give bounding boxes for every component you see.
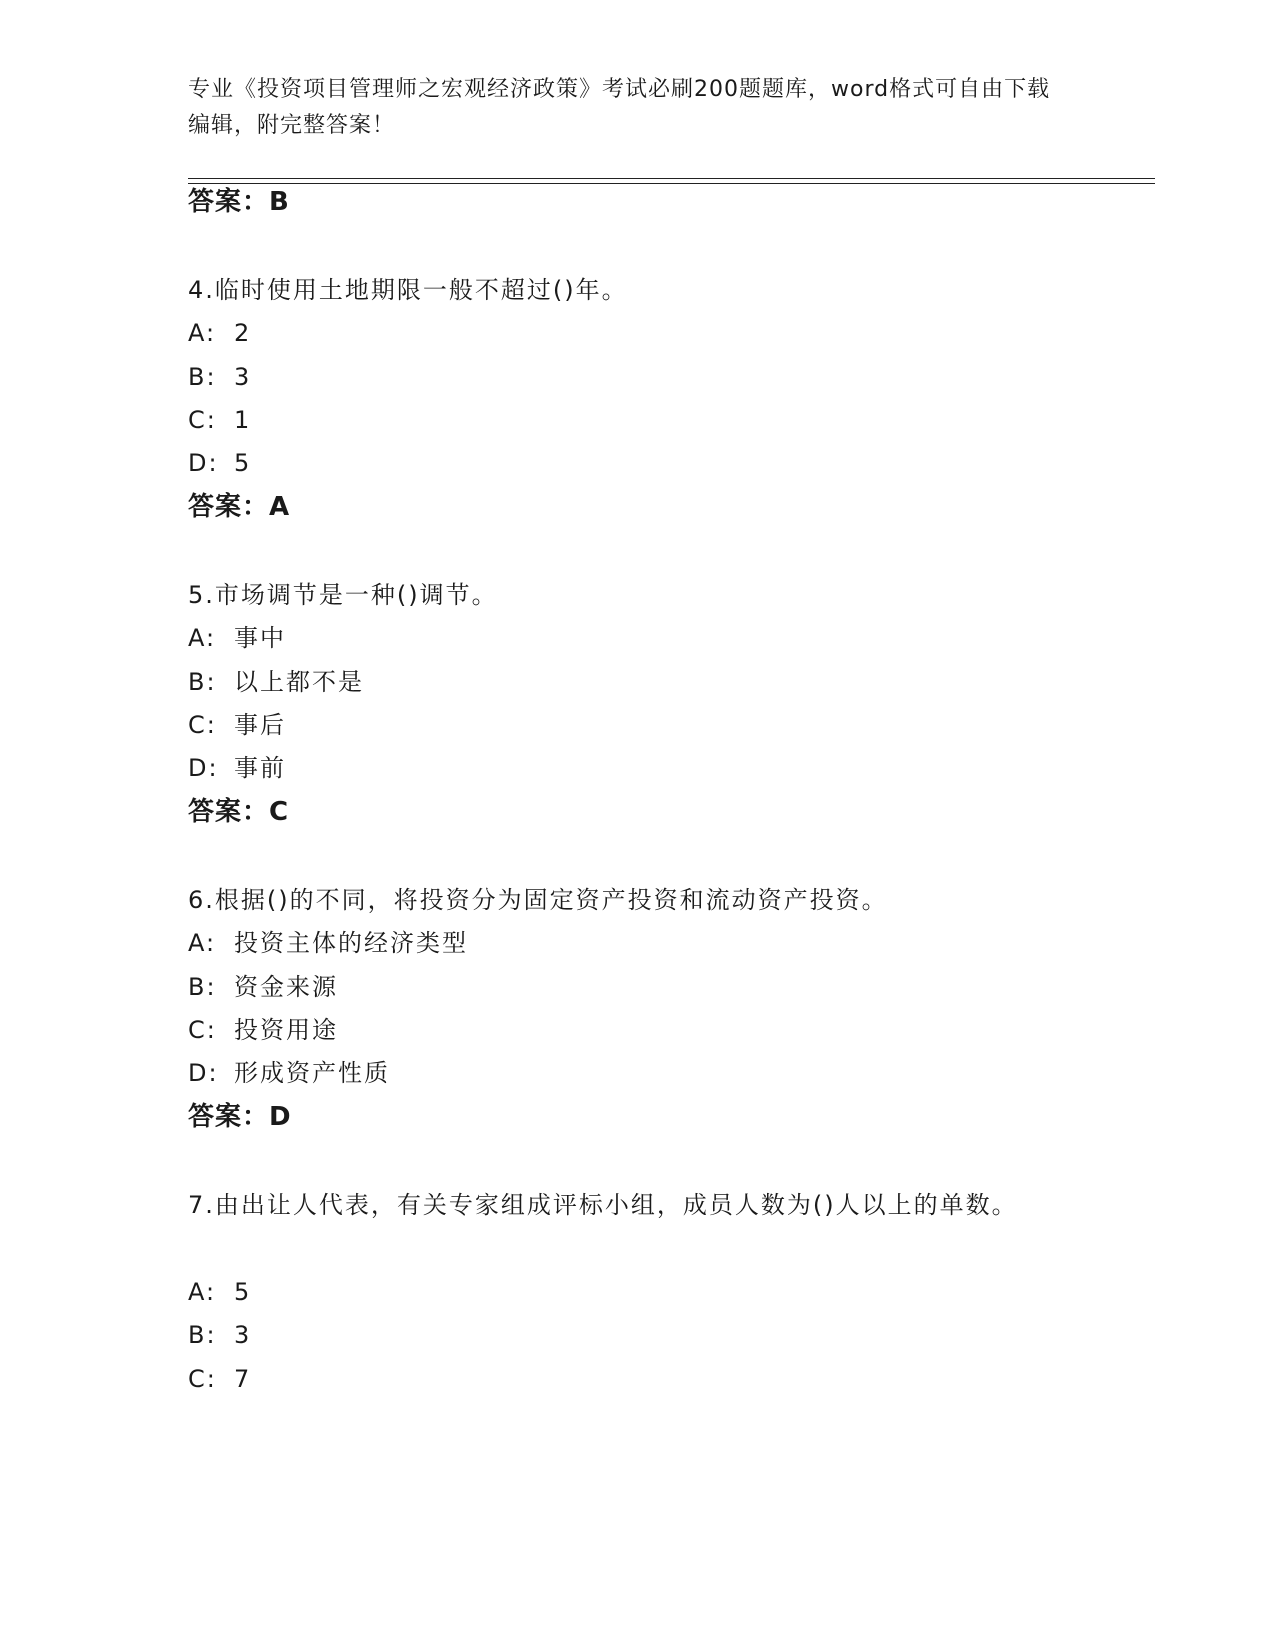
option-text: 投资主体的经济类型	[234, 929, 468, 957]
answer-value: A	[269, 492, 291, 522]
option-d	[188, 1057, 390, 1089]
question-stem: 4.临时使用土地期限一般不超过()年。	[188, 276, 628, 304]
header-note: 专业《投资项目管理师之宏观经济政策》考试必刷200题题库，word格式可自由下载编辑，附完整答案！	[188, 77, 1051, 138]
option-text: 3	[234, 363, 252, 391]
option-key: A:	[188, 319, 217, 347]
option-text: 2	[234, 319, 252, 347]
prev-answer	[188, 186, 290, 218]
answer-line	[188, 1101, 292, 1133]
option-key: D:	[188, 1059, 219, 1087]
option-key: D:	[188, 754, 219, 782]
answer-prefix: 答案：	[188, 797, 270, 827]
answer-value: C	[269, 797, 290, 827]
option-d	[188, 752, 286, 784]
option-b	[188, 361, 251, 393]
option-b	[188, 971, 338, 1003]
option-key: A:	[188, 624, 217, 652]
question-stem: 6.根据()的不同，将投资分为固定资产投资和流动资产投资。	[188, 886, 888, 914]
option-key: C:	[188, 1016, 217, 1044]
option-key: C:	[188, 406, 217, 434]
header-divider-bottom	[188, 183, 1155, 184]
option-text: 1	[234, 406, 252, 434]
option-a	[188, 317, 251, 349]
option-text: 投资用途	[234, 1016, 338, 1044]
option-text: 以上都不是	[234, 668, 364, 696]
option-c	[188, 709, 286, 741]
option-key: B:	[188, 973, 217, 1001]
option-text: 资金来源	[234, 973, 338, 1001]
answer-prefix: 答案：	[188, 187, 270, 217]
answer-line	[188, 796, 289, 828]
option-key: A:	[188, 929, 217, 957]
option-text: 3	[234, 1321, 252, 1349]
answer-prefix: 答案：	[188, 1102, 270, 1132]
option-b	[188, 1319, 251, 1351]
answer-value: B	[269, 187, 290, 217]
question-stem: 7.由出让人代表，有关专家组成评标小组，成员人数为()人以上的单数。	[188, 1191, 1018, 1219]
option-text: 事前	[234, 754, 286, 782]
question-stem: 5.市场调节是一种()调节。	[188, 581, 498, 609]
option-key: B:	[188, 1321, 217, 1349]
option-a	[188, 1276, 251, 1308]
option-text: 5	[234, 449, 252, 477]
option-key: C:	[188, 711, 217, 739]
option-text: 事中	[234, 624, 286, 652]
option-a	[188, 927, 468, 959]
option-c	[188, 1014, 338, 1046]
option-key: D:	[188, 449, 219, 477]
option-key: A:	[188, 1278, 217, 1306]
option-text: 事后	[234, 711, 286, 739]
option-c	[188, 404, 251, 436]
answer-prefix: 答案：	[188, 492, 270, 522]
option-text: 7	[234, 1365, 252, 1393]
option-c	[188, 1363, 251, 1395]
answer-value: D	[269, 1102, 292, 1132]
answer-line	[188, 491, 290, 523]
option-key: B:	[188, 668, 217, 696]
option-key: B:	[188, 363, 217, 391]
option-a	[188, 622, 286, 654]
option-text: 5	[234, 1278, 252, 1306]
header-divider-top	[188, 178, 1155, 179]
option-d	[188, 447, 251, 479]
option-text: 形成资产性质	[234, 1059, 390, 1087]
option-key: C:	[188, 1365, 217, 1393]
option-b	[188, 666, 364, 698]
